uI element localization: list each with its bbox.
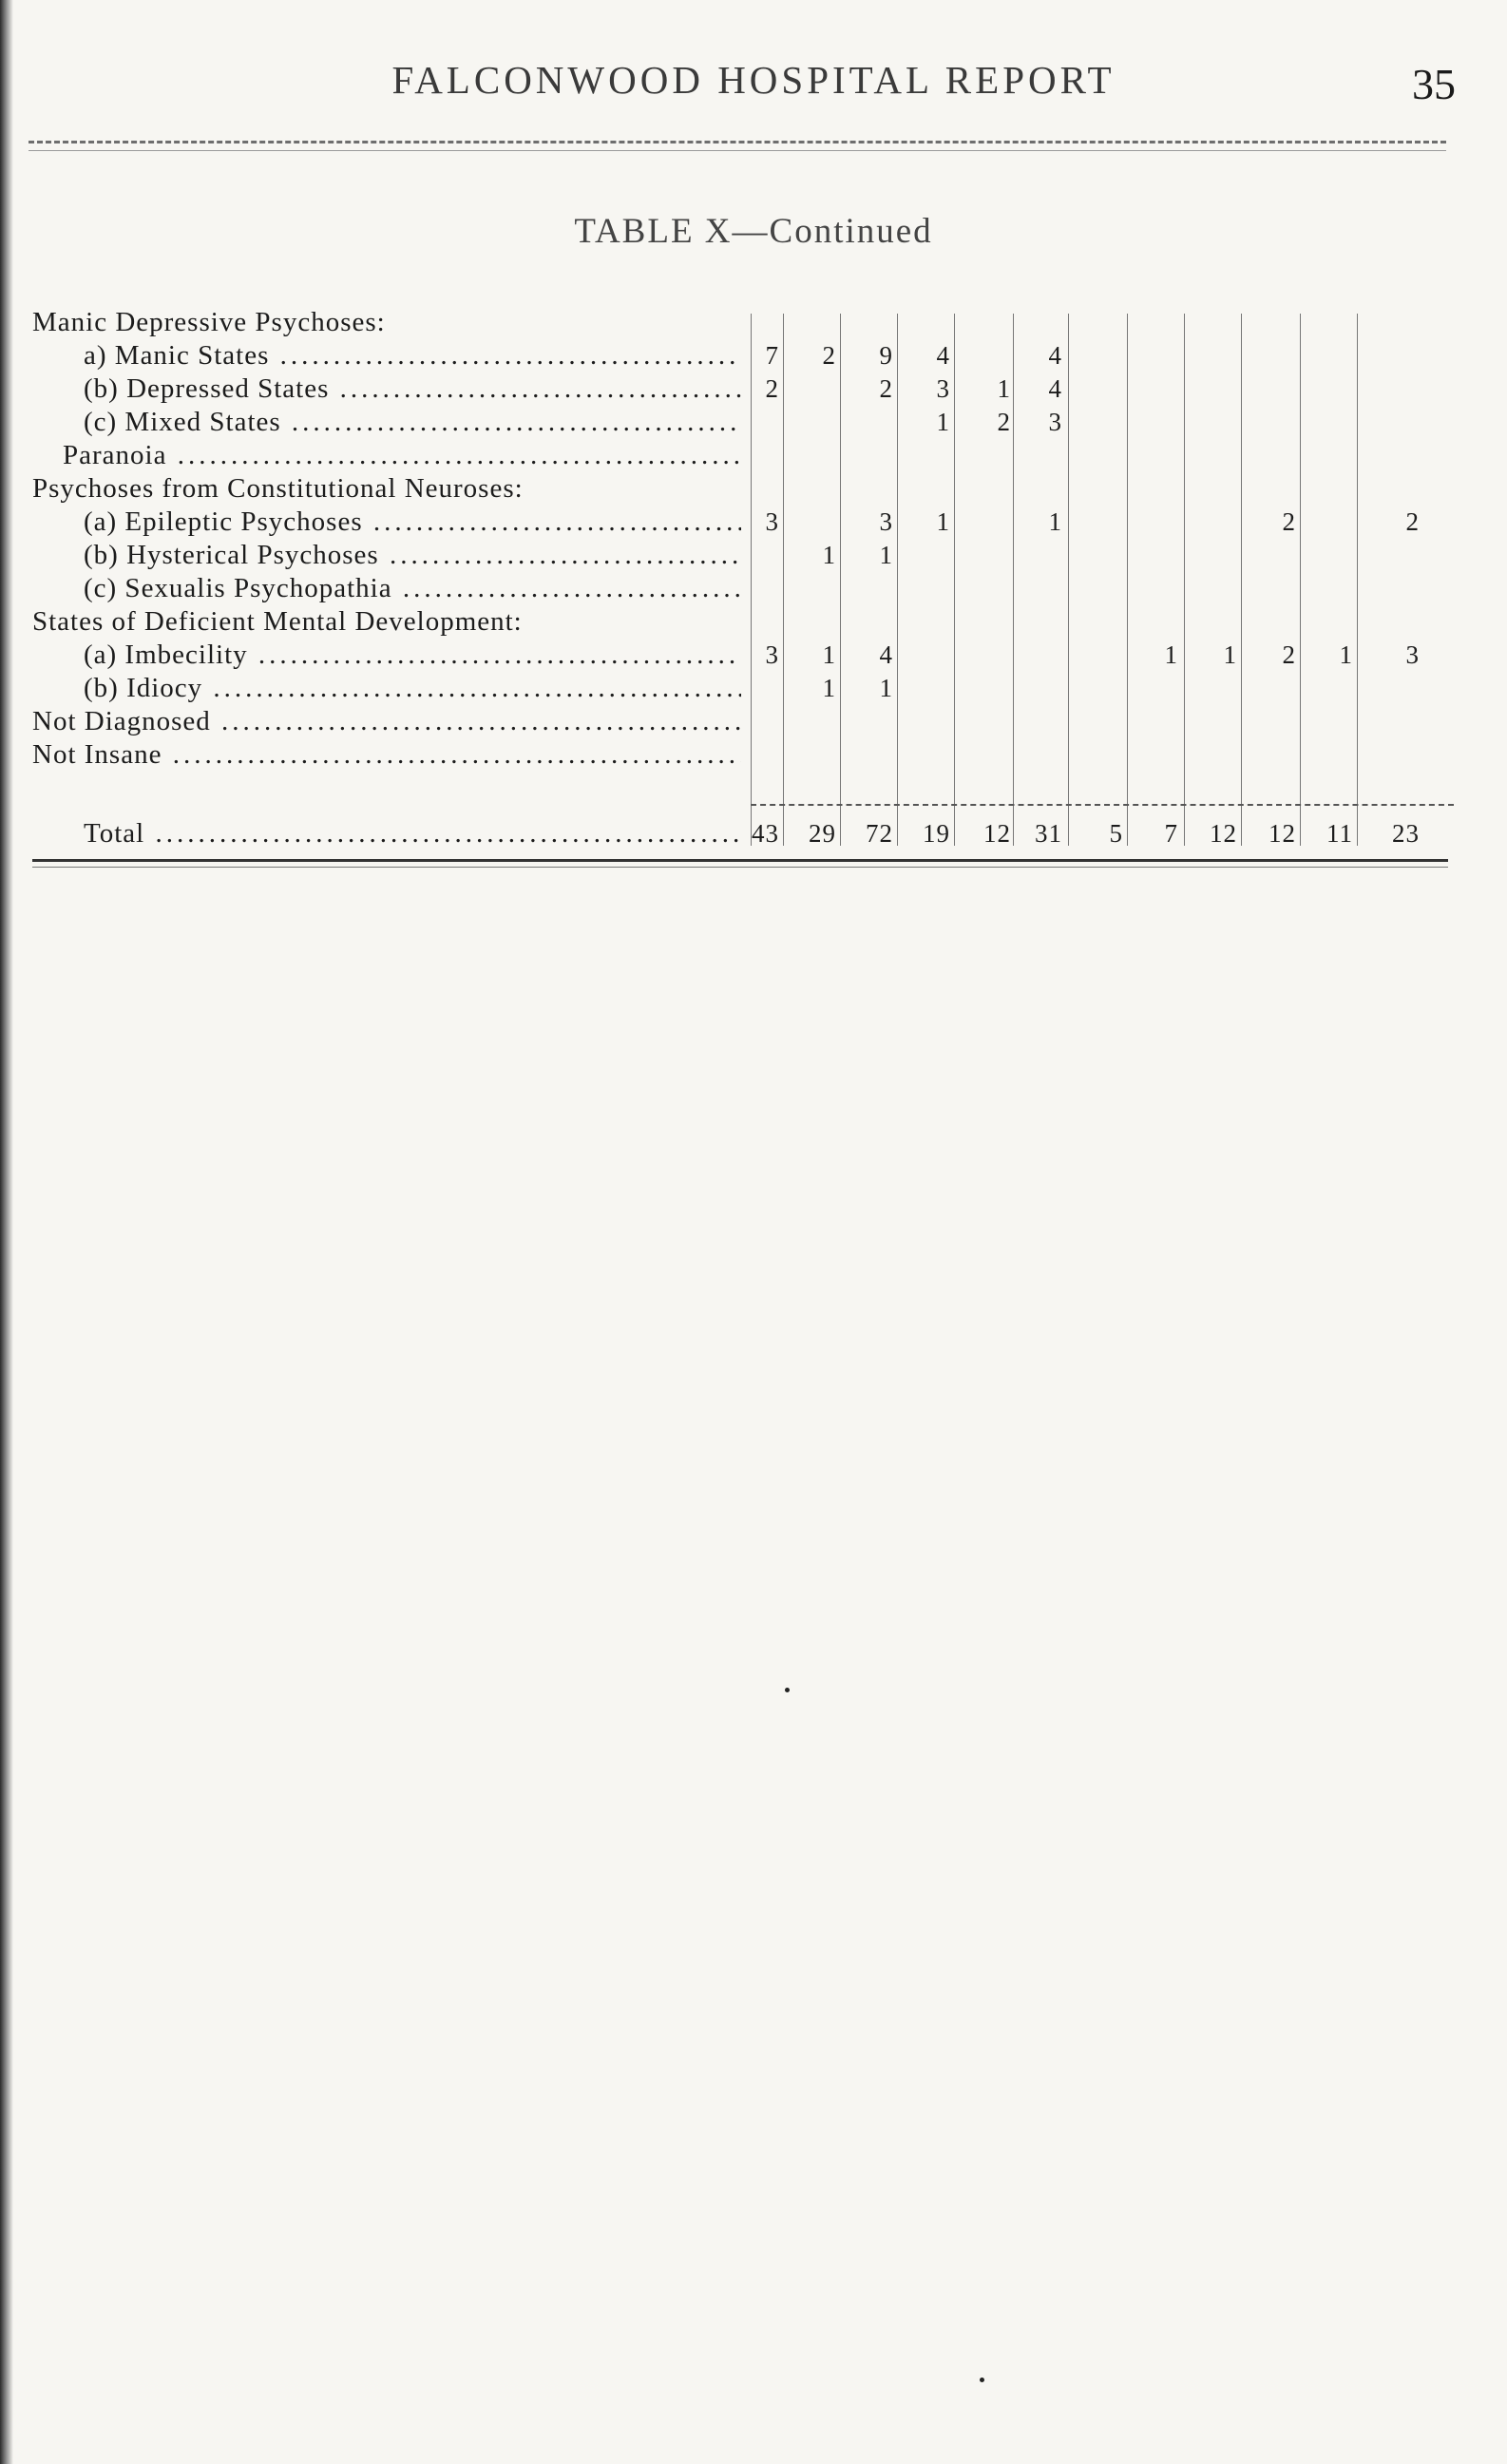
total-row <box>32 817 1458 850</box>
table-cell: 1 <box>997 374 1011 403</box>
total-cell: 23 <box>1392 819 1420 848</box>
column-rule <box>1184 314 1185 846</box>
table-cell: 7 <box>765 341 779 370</box>
table-cell: 1 <box>1223 640 1237 669</box>
print-speck <box>980 2378 984 2382</box>
table-cell: 3 <box>936 374 950 403</box>
table-row <box>32 639 1458 672</box>
row-label: (b) Depressed States ..... <box>32 372 741 406</box>
table-cell: 2 <box>765 374 779 403</box>
total-cell: 72 <box>866 819 893 848</box>
table-row <box>32 539 1458 572</box>
table-cell: 4 <box>936 341 950 370</box>
page-number: 35 <box>1412 60 1456 108</box>
table-row <box>32 605 1458 639</box>
table-cell: 1 <box>822 640 836 669</box>
column-rule <box>1357 314 1358 846</box>
column-rule <box>1127 314 1128 846</box>
table-cell: 1 <box>936 408 950 436</box>
table-row <box>32 472 1458 506</box>
running-header: FALCONWOOD HOSPITAL REPORT <box>391 58 1116 102</box>
header-rule-thin <box>29 150 1446 151</box>
total-cell: 43 <box>752 819 779 848</box>
row-label: Manic Depressive Psychoses: <box>32 307 386 337</box>
table-row <box>32 406 1458 439</box>
table-title: TABLE X—Continued <box>574 212 933 251</box>
print-speck <box>785 1688 790 1692</box>
column-rule <box>1068 314 1069 846</box>
table-cell: 4 <box>1048 374 1062 403</box>
total-cell: 29 <box>809 819 836 848</box>
table-cell: 4 <box>879 640 893 669</box>
sum-rule <box>751 804 1454 806</box>
table-cell: 3 <box>879 507 893 536</box>
row-label: Paranoia ..... <box>32 439 741 472</box>
row-label: (c) Mixed States ..... <box>32 406 741 439</box>
table-cell: 3 <box>765 507 779 536</box>
row-label: Psychoses from Constitutional Neuroses: <box>32 473 524 504</box>
row-label: States of Deficient Mental Development: <box>32 606 523 637</box>
table-cell: 3 <box>1405 640 1420 669</box>
total-cell: 5 <box>1109 819 1123 848</box>
table-row <box>32 572 1458 605</box>
table-cell: 1 <box>1339 640 1353 669</box>
table-cell: 2 <box>879 374 893 403</box>
total-cell: 12 <box>1210 819 1237 848</box>
table-row <box>32 339 1458 372</box>
row-label: a) Manic States ..... <box>32 339 741 372</box>
table-cell: 2 <box>1282 640 1296 669</box>
data-table <box>32 306 1458 772</box>
table-cell: 2 <box>822 341 836 370</box>
page-spine-shadow <box>0 0 13 2464</box>
table-row <box>32 439 1458 472</box>
row-label: Not Insane ..... <box>32 738 741 772</box>
column-rule <box>897 314 898 846</box>
column-rule <box>954 314 955 846</box>
table-cell: 1 <box>822 674 836 702</box>
table-row <box>32 705 1458 738</box>
table-cell: 1 <box>1164 640 1178 669</box>
row-label: (a) Epileptic Psychoses ..... <box>32 506 741 539</box>
column-rule <box>751 314 752 846</box>
table-cell: 1 <box>879 674 893 702</box>
total-cell: 19 <box>923 819 950 848</box>
column-rule <box>783 314 784 846</box>
total-cell: 11 <box>1326 819 1353 848</box>
table-cell: 4 <box>1048 341 1062 370</box>
row-label: (a) Imbecility ..... <box>32 639 741 672</box>
table-row <box>32 506 1458 539</box>
table-cell: 1 <box>879 541 893 569</box>
total-label: Total ..... <box>32 817 741 850</box>
table-cell: 3 <box>765 640 779 669</box>
table-cell: 2 <box>1282 507 1296 536</box>
total-cell: 12 <box>1269 819 1296 848</box>
table-cell: 1 <box>1048 507 1062 536</box>
table-row <box>32 738 1458 772</box>
column-rule <box>1241 314 1242 846</box>
table-row <box>32 306 1458 339</box>
total-cell: 7 <box>1164 819 1178 848</box>
table-cell: 1 <box>936 507 950 536</box>
row-label: (b) Idiocy ..... <box>32 672 741 705</box>
table-cell: 1 <box>822 541 836 569</box>
table-row <box>32 672 1458 705</box>
table-cell: 2 <box>1405 507 1420 536</box>
table-cell: 9 <box>879 341 893 370</box>
total-cell: 12 <box>983 819 1011 848</box>
header-rule <box>29 141 1446 143</box>
row-label: (b) Hysterical Psychoses ..... <box>32 539 741 572</box>
table-cell: 2 <box>997 408 1011 436</box>
total-rule <box>32 859 1448 862</box>
total-cell: 31 <box>1035 819 1062 848</box>
column-rule <box>1300 314 1301 846</box>
total-rule-thin <box>32 867 1448 868</box>
row-label: Not Diagnosed ..... <box>32 705 741 738</box>
column-rule <box>1013 314 1014 846</box>
table-cell: 3 <box>1048 408 1062 436</box>
column-rule <box>840 314 841 846</box>
table-row <box>32 372 1458 406</box>
row-label: (c) Sexualis Psychopathia ..... <box>32 572 741 605</box>
